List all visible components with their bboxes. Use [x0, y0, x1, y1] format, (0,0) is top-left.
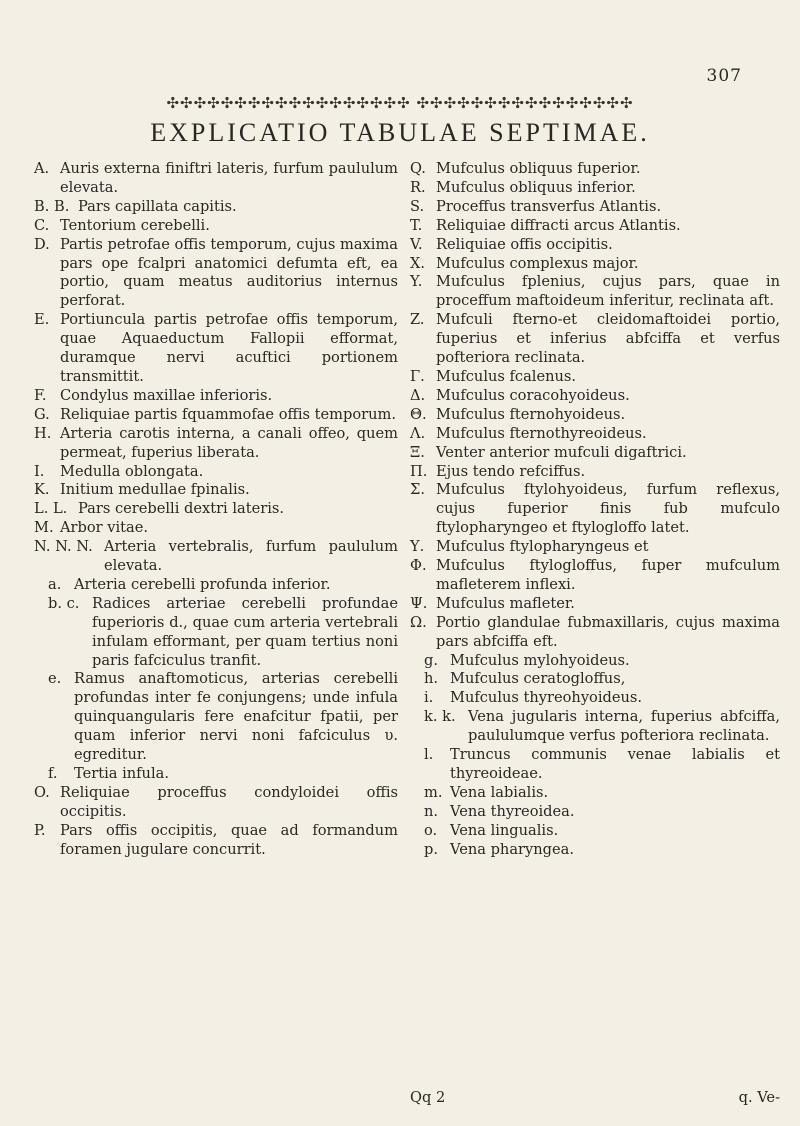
legend-letter: P. [34, 821, 46, 839]
legend-entry [410, 689, 780, 708]
legend-text: Reliquiae partis fquammofae offis temporum. [60, 405, 396, 423]
legend-letter: L. L. [34, 500, 68, 518]
legend-text: Tertia infula. [74, 765, 169, 782]
legend-text: Partis petrofae offis temporum, cujus maxima pars ope fcalpri anatomici defumta eft, ea portio, quam meatus auditorius internus perforat. [60, 235, 398, 310]
legend-letter: h. [424, 670, 439, 688]
legend-letter: N. N. N. [34, 538, 93, 556]
legend-entry [34, 311, 398, 387]
legend-letter: o. [424, 821, 438, 839]
legend-entry [34, 576, 398, 595]
legend-letter: Θ. [410, 405, 427, 423]
legend-letter: V. [410, 235, 423, 253]
legend-entry [410, 236, 780, 255]
legend-entry [410, 255, 780, 274]
legend-letter: F. [34, 386, 47, 404]
legend-entry [34, 519, 398, 538]
legend-letter: p. [424, 840, 438, 858]
legend-letter: O. [34, 783, 50, 801]
legend-entry [410, 708, 780, 746]
legend-letter: i. [424, 689, 434, 707]
legend-letter: Ω. [410, 613, 427, 631]
legend-entry [34, 595, 398, 671]
legend-entry [410, 652, 780, 671]
legend-letter: b. c. [48, 594, 80, 612]
legend-letter: Ψ. [410, 594, 428, 612]
legend-text: Mufculus obliquus fuperior. [436, 160, 641, 177]
legend-letter: Π. [410, 462, 428, 480]
legend-entry [34, 822, 398, 860]
legend-letter: R. [410, 178, 426, 196]
legend-entry [410, 803, 780, 822]
legend-entry [410, 463, 780, 482]
legend-letter: l. [424, 746, 434, 764]
legend-text: Initium medullae fpinalis. [60, 481, 250, 499]
legend-letter: I. [34, 462, 45, 480]
legend-letter: A. [34, 160, 50, 177]
legend-entry [410, 841, 780, 860]
legend-text: Ejus tendo refciffus. [436, 462, 586, 480]
legend-letter: E. [34, 311, 50, 329]
legend-text: Mufculus obliquus inferior. [436, 178, 636, 196]
legend-entry [34, 236, 398, 312]
legend-text: Vena lingualis. [450, 821, 559, 839]
legend-entry [34, 198, 398, 217]
legend-letter: Γ. [410, 367, 425, 385]
legend-entry [410, 444, 780, 463]
legend-letter: g. [424, 651, 438, 669]
legend-text: Radices arteriae cerebelli profundae fuperioris d., quae cum arteria vertebrali infulam efformant, per quam tertius noni paris fafciculus tranfit. [92, 594, 398, 669]
legend-entry [410, 822, 780, 841]
page-footer [410, 1089, 780, 1106]
legend-text: Pars offis occipitis, quae ad formandum foramen jugulare concurrit. [60, 821, 398, 858]
legend-entry [410, 670, 780, 689]
legend-entry [34, 425, 398, 463]
legend-letter: Υ. [410, 538, 425, 556]
legend-letter: n. [424, 802, 439, 820]
legend-letter: Y. [410, 273, 423, 291]
legend-text: Reliquiae offis occipitis. [436, 235, 613, 253]
legend-text: Arbor vitae. [60, 519, 149, 537]
legend-entry [34, 670, 398, 765]
legend-letter: Σ. [410, 481, 425, 499]
legend-text: Mufculus fternohyoideus. [436, 405, 626, 423]
legend-text: Reliquiae diffracti arcus Atlantis. [436, 216, 681, 234]
legend-entry [410, 557, 780, 595]
legend-entry [410, 614, 780, 652]
legend-entry [34, 765, 398, 784]
legend-letter: D. [34, 235, 50, 253]
legend-letter: e. [48, 670, 62, 688]
legend-letter: S. [410, 197, 425, 215]
legend-letter: f. [48, 765, 58, 782]
catchword: q. Ve- [738, 1089, 780, 1106]
legend-text: Mufculus ftylogloffus, fuper mufculum mafleterem inflexi. [436, 557, 780, 593]
legend-text: Ramus anaftomoticus, arterias cerebelli profundas inter fe conjungens; unde infula quinquangularis fere enafcitur fpatii, per quam inferior nervi noni fafciculus υ. egreditur. [74, 670, 398, 764]
legend-entry [410, 311, 780, 368]
legend-text: Mufculus fplenius, cujus pars, quae in proceffum maftoideum inferitur, reclinata aft. [436, 273, 780, 310]
legend-text: Mufculus mylohyoideus. [450, 651, 630, 669]
legend-text: Mufculus complexus major. [436, 254, 639, 272]
legend-entry [34, 406, 398, 425]
legend-entry [410, 160, 780, 179]
page-title: EXPLICATIO TABULAE SEPTIMAE. [150, 118, 650, 147]
legend-letter: m. [424, 783, 443, 801]
legend-letter: Φ. [410, 557, 427, 575]
right-column [410, 160, 780, 860]
legend-entry [34, 481, 398, 500]
legend-text: Mufculus ceratogloffus, [450, 670, 626, 688]
legend-letter: M. [34, 519, 54, 537]
legend-text: Portio glandulae fubmaxillaris, cujus maxima pars abfciffa eft. [436, 613, 780, 650]
legend-text: Mufculus ftylohyoideus, furfum reflexus, cujus fuperior finis fub mufculo ftylopharyngeo et ftylogloffo latet. [436, 481, 780, 537]
legend-text: Arteria vertebralis, furfum paululum elevata. [104, 538, 398, 575]
legend-letter: T. [410, 216, 423, 234]
legend-letter: Λ. [410, 424, 426, 442]
legend-entry [410, 179, 780, 198]
legend-letter: Δ. [410, 386, 426, 404]
legend-entry [410, 746, 780, 784]
legend-letter: H. [34, 424, 52, 442]
legend-text: Vena thyreoidea. [450, 802, 575, 820]
legend-entry [410, 273, 780, 311]
legend-entry [410, 387, 780, 406]
legend-text: Medulla oblongata. [60, 462, 204, 480]
legend-text: Reliquiae proceffus condyloidei offis occipitis. [60, 783, 398, 820]
legend-entry [34, 500, 398, 519]
legend-letter: B. B. [34, 197, 70, 215]
legend-entry [410, 784, 780, 803]
legend-entry [410, 368, 780, 387]
legend-letter: G. [34, 405, 50, 423]
legend-text: Truncus communis venae labialis et thyreoideae. [450, 746, 780, 782]
legend-entry [34, 784, 398, 822]
legend-entry [410, 481, 780, 538]
signature-mark: Qq 2 [410, 1089, 446, 1106]
legend-text: Pars capillata capitis. [78, 197, 237, 215]
legend-text: Mufculus fternothyreoideus. [436, 424, 647, 442]
legend-text: Mufculus fcalenus. [436, 367, 577, 385]
legend-letter: K. [34, 481, 50, 499]
legend-entry [34, 160, 398, 198]
legend-entry [34, 463, 398, 482]
legend-text: Mufculus thyreohyoideus. [450, 689, 643, 707]
legend-text: Tentorium cerebelli. [60, 216, 210, 234]
legend-entry [410, 198, 780, 217]
legend-text: Vena labialis. [450, 783, 549, 801]
legend-text: Mufculus ftylopharyngeus et [436, 538, 649, 556]
legend-entry [410, 595, 780, 614]
legend-letter: C. [34, 216, 50, 234]
left-column [34, 160, 398, 860]
legend-text: Pars cerebelli dextri lateris. [78, 500, 285, 518]
legend-text: Mufculus coracohyoideus. [436, 386, 630, 404]
legend-entry [410, 217, 780, 236]
legend-letter: Ξ. [410, 443, 425, 461]
legend-letter: Q. [410, 160, 426, 177]
legend-text: Mufculi fterno-et cleidomaftoidei portio, fuperius et inferius abfciffa et verfus pofteriora reclinata. [436, 311, 780, 367]
legend-entry [34, 387, 398, 406]
legend-letter: a. [48, 575, 62, 593]
legend-text: Auris externa finiftri lateris, furfum paululum elevata. [60, 160, 398, 196]
legend-entry [34, 538, 398, 576]
legend-letter: X. [410, 254, 426, 272]
legend-text: Venter anterior mufculi digaftrici. [436, 443, 687, 461]
legend-text: Condylus maxillae inferioris. [60, 386, 273, 404]
legend-entry [410, 538, 780, 557]
legend-entry [410, 406, 780, 425]
legend-text: Vena pharyngea. [450, 840, 574, 858]
legend-text: Proceffus transverfus Atlantis. [436, 197, 662, 215]
legend-text: Mufculus mafleter. [436, 594, 575, 612]
legend-text: Vena jugularis interna, fuperius abfciffa, paululumque verfus pofteriora reclinata. [468, 708, 780, 745]
legend-entry [34, 217, 398, 236]
legend-text: Arteria cerebelli profunda inferior. [74, 575, 331, 593]
legend-text: Portiuncula partis petrofae offis temporum, quae Aquaeductum Fallopii efformat, duramque nervi acuftici portionem transmittit. [60, 311, 398, 385]
legend-letter: Z. [410, 311, 425, 329]
legend-entry [410, 425, 780, 444]
ornament-rule: ✣✣✣✣✣✣✣✣✣✣✣✣✣✣✣✣✣✣ ✣✣✣✣✣✣✣✣✣✣✣✣✣✣✣✣ [166, 94, 634, 112]
page-number: 307 [706, 66, 742, 86]
legend-letter: k. k. [424, 708, 456, 726]
legend-text: Arteria carotis interna, a canali offeo, quem permeat, fuperius liberata. [60, 424, 398, 461]
